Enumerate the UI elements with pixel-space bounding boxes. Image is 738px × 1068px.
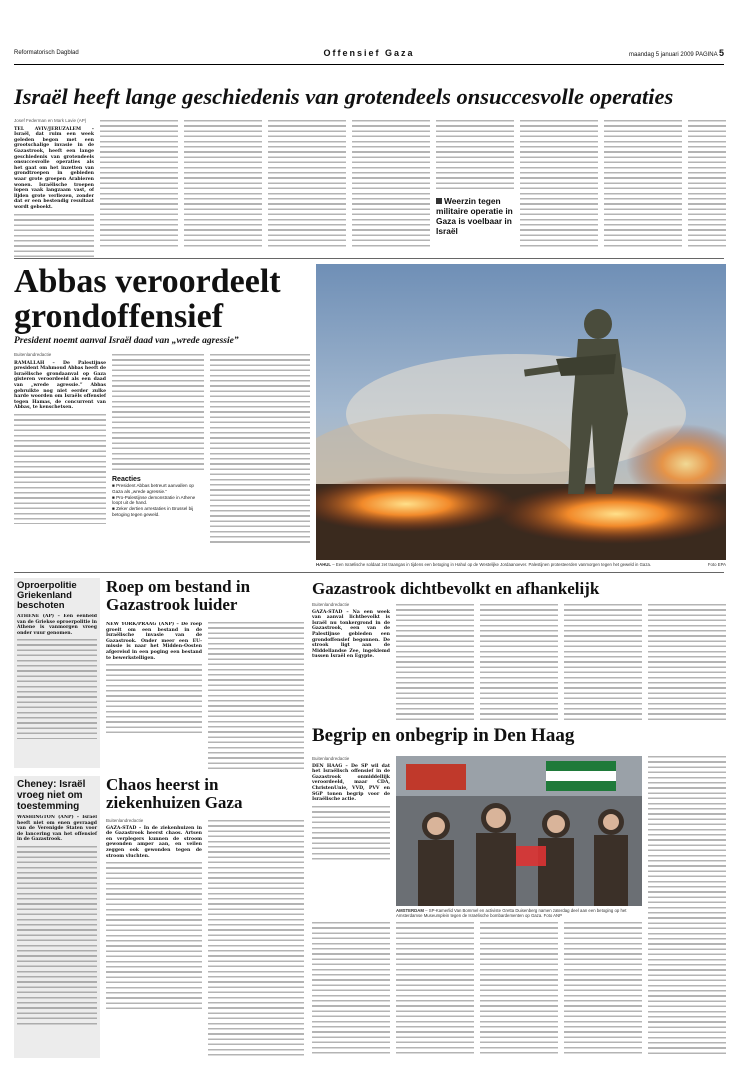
top-body-col8 (604, 120, 682, 250)
mid-section-rule (14, 572, 724, 573)
main-photo (316, 264, 726, 560)
chaos-body-col1 (106, 862, 202, 1012)
chaos-byline: Buitenlandredactie (106, 818, 144, 823)
begrip-body-col4 (564, 922, 642, 1056)
abbas-body-col1 (14, 414, 106, 524)
top-body-col3 (184, 120, 262, 250)
top-byline: Josef Federman en Mark Lavie (AP) (14, 118, 87, 123)
begrip-body-col2 (396, 922, 474, 1056)
abbas-headline: Abbas veroordeelt grondoffensief (14, 263, 281, 335)
top-headline: Israël heeft lange geschiedenis van grotendeels onsuccesvolle operaties (14, 84, 674, 109)
top-body-col4 (268, 120, 346, 250)
reactions-box (112, 476, 204, 546)
dichtbevolkt-byline: Buitenlandredactie (312, 602, 350, 607)
page-number: 5 (718, 48, 724, 58)
roep-headline: Roep om bestand in Gazastrook luider (106, 577, 251, 614)
begrip-photo (396, 756, 642, 906)
sidebar-griekenland (14, 578, 100, 768)
begrip-photo-caption: AMSTERDAM – SP-Kamerlid Van Bommel en activiste Gretta Duisenberg namen zaterdag deel aan een betoging op het Amsterdamse Museumplein tegen de Israëlische bombardementen op Gaza. Foto ANP (396, 908, 627, 918)
top-body-col7 (520, 120, 598, 250)
reactions-title: Reacties (112, 476, 141, 483)
masthead (14, 48, 724, 62)
sidebar-griekenland-lead: ATHENE (AP) – Een eenheid van de Griekse oproerpolitie in Athene is vanmorgen vroeg onder vuur genomen. (17, 614, 97, 636)
begrip-body-col1b (312, 922, 390, 1056)
sidebar-cheney (14, 776, 100, 1058)
begrip-body-col1 (312, 806, 390, 862)
top-body-col6a (436, 120, 514, 192)
roep-lead: NEW YORK/PRAAG (ANP) – De roep groeit om een bestand in de Israëlische invasie van de Gazastrook. Onder meer een EU-missie is naar het Midden-Oosten afgereisd in een poging een bestand te bewerkstelligen. (106, 622, 202, 661)
chaos-lead: GAZA-STAD – In de ziekenhuizen in de Gazastrook heerst chaos. Artsen en verplegers kunnen de stroom gewonden amper aan, en veilen zeggen ook gewonden tegen de stroom vluchten. (106, 825, 202, 859)
top-body-col5 (352, 120, 430, 250)
roep-body-col2 (208, 622, 304, 772)
cheney-headline: Cheney: Israël vroeg niet om toestemming (17, 779, 86, 812)
top-body-col1 (14, 214, 94, 259)
masthead-rule (14, 64, 724, 65)
date-page: maandag 5 januari 2009 PAGINA 5 (629, 48, 724, 58)
begrip-body-col3 (480, 922, 558, 1056)
reaction-item: ■ Zeker dertien arrestaties in Brussel bij betoging tegen geweld. (112, 506, 194, 517)
begrip-lead: DEN HAAG – De SP wil dat het Israëlisch offensief in de Gazastrook onmiddellijk veroordeeld, maar CDA, ChristenUnie, VVD, PVV en SGP tonen begrip voor de Israëlische actie. (312, 763, 390, 803)
top-body-col9 (688, 120, 726, 250)
sidebar-griekenland-headline: Oproerpolitie Griekenland beschoten (17, 580, 77, 611)
begrip-byline: Buitenlandredactie (312, 756, 350, 761)
top-lead: TEL AVIV/JERUZALEM – Israël, dat ruim een week geleden begon met een grootschalige invasie in de Gazastrook, heeft een lange geschiedenis van grotendeels onsuccesvolle operaties als het gaat om het inzetten van grondtroepen in gebieden waar grote groepen Arabieren wonen. Israëlische troepen lopen vaak langzaam vast, of lijden grote verliezen, zonder dat er een bestendig resultaat wordt geboekt. (14, 126, 94, 210)
cheney-body (17, 846, 97, 1026)
chaos-body-col2 (208, 820, 304, 1056)
begrip-body-col-right (648, 756, 726, 1056)
abbas-lead: RAMALLAH – De Palestijnse president Mahmoud Abbas heeft de Israëlische grondaanval op Gaza gisteren veroordeeld als een daad van „wrede agressie.” Abbas gebruikte nog niet eerder zulke harde woorden om Israëls offensief tegen Hamas, de concurrent van Abbas, te kenschetsen. (14, 360, 106, 411)
reaction-item: ■ Pro-Palestijnse demonstratie in Athene loopt uit de hand. (112, 494, 196, 506)
dichtbevolkt-body-col3 (480, 604, 558, 722)
dichtbevolkt-body-col5 (648, 604, 726, 722)
dichtbevolkt-lead: GAZA-STAD – Na een week van aanval lichtbevolkt is Israël nu tonkergrond in de Gazastrook, een van de Palestijnse gebieden een grondoffensief begonnen. De strook ligt aan de Middellandse Zee, ingeklemd tussen Israël en Egypte. (312, 609, 390, 660)
abbas-byline: Buitenlandredactie (14, 352, 52, 357)
abbas-body-col3 (210, 354, 310, 544)
top-section-rule (14, 258, 724, 259)
dichtbevolkt-headline: Gazastrook dichtbevolkt en afhankelijk (312, 579, 600, 598)
top-pull-quote: Weerzin tegen militaire operatie in Gaza is voelbaar in Israël (436, 196, 513, 236)
main-photo-caption: HAHUL – Een Israëlische soldaat zet traangas in tijdens een betoging in Hahul op de Westelijke Jordaanoever. Palestijnen protesteerden vanmorgen tegen het geweld in Gaza. Foto EPA (316, 562, 726, 567)
roep-body-col1 (106, 664, 202, 734)
abbas-body-col2 (112, 354, 204, 472)
cheney-lead: WASHINGTON (ANP) – Israël heeft niet om enen gevraagd van de Verenigde Staten voor de lancering van het offensief in de Gazastrook. (17, 815, 97, 843)
sidebar-griekenland-body (17, 639, 97, 739)
dichtbevolkt-body-col4 (564, 604, 642, 722)
paper-name: Reformatorisch Dagblad (14, 50, 79, 56)
reaction-item: ■ President Abbas betreurt aanvallen op Gaza als „wrede agressie.” (112, 483, 194, 494)
chaos-headline: Chaos heerst in ziekenhuizen Gaza (106, 775, 243, 812)
dichtbevolkt-body-col2 (396, 604, 474, 722)
abbas-subhead: President noemt aanval Israël daad van „wrede agressie” (14, 336, 239, 346)
section-title: Offensief Gaza (323, 48, 415, 58)
begrip-headline: Begrip en onbegrip in Den Haag (312, 725, 575, 746)
top-body-col2 (100, 120, 178, 250)
